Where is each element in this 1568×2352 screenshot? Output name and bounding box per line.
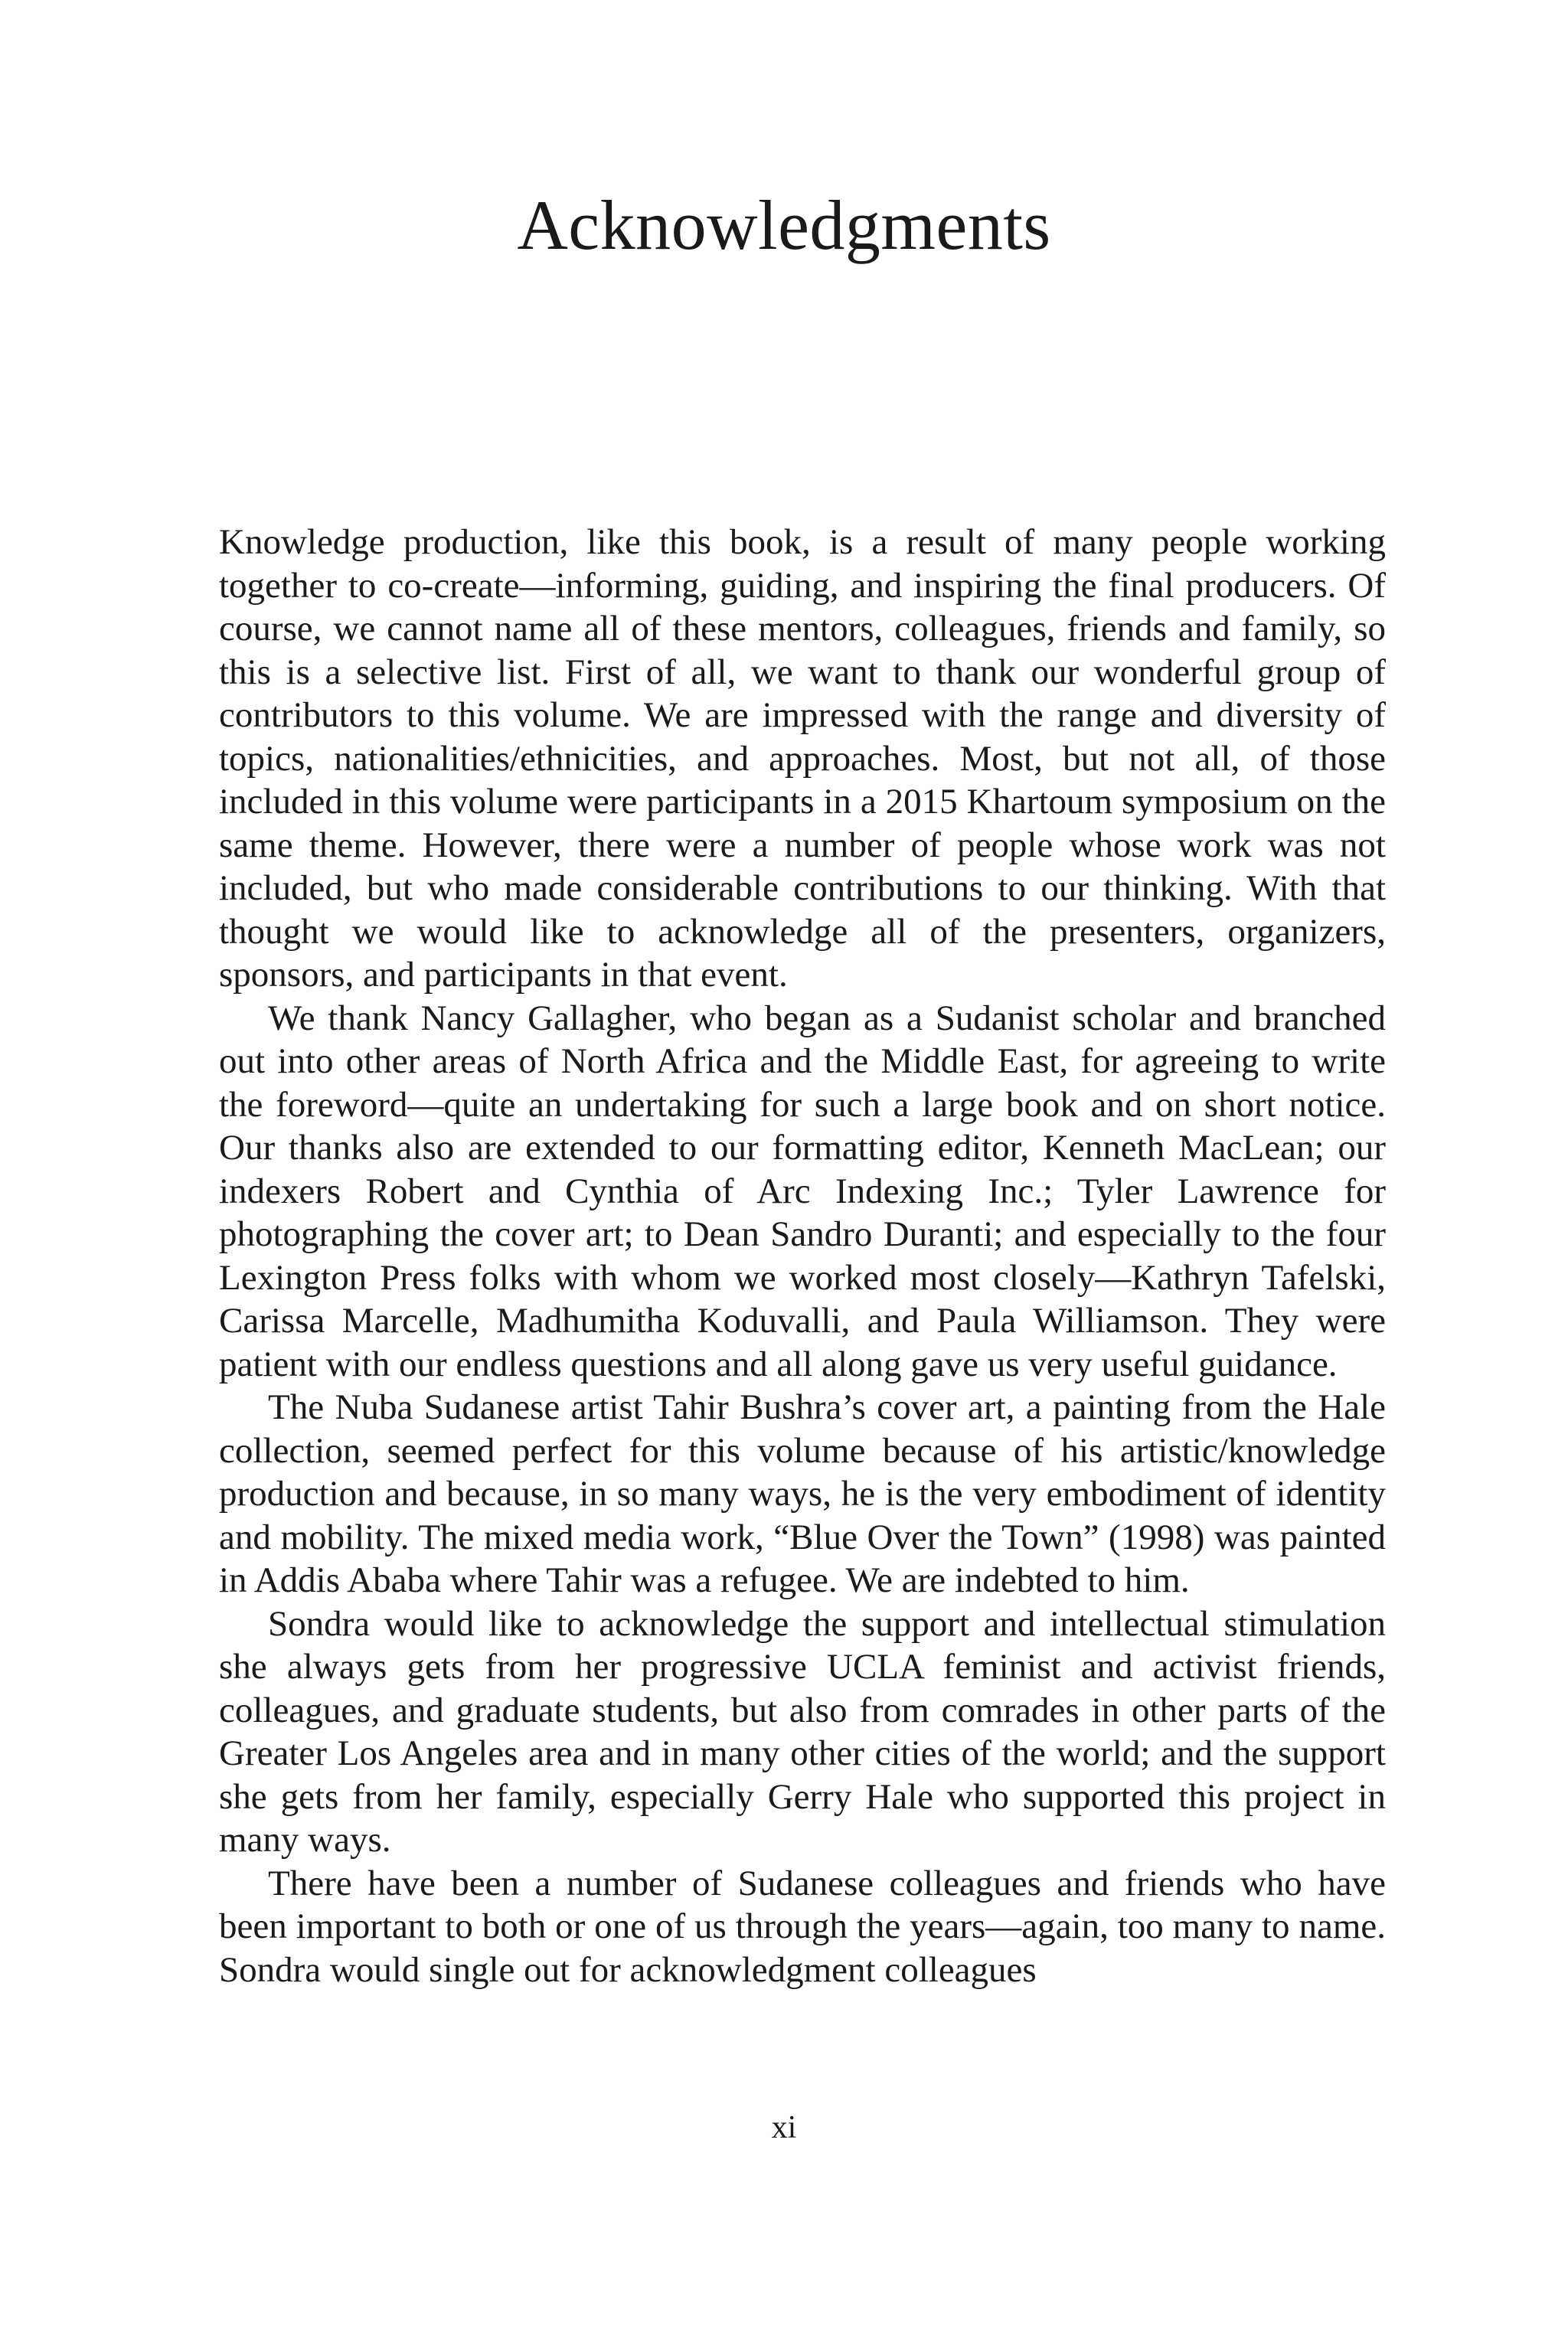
body-text [219,521,1386,1991]
chapter-title: Acknowledgments [517,186,1051,264]
paragraph-5: There have been a number of Sudanese colleagues and friends who have been important to both or one of us through the years—again, too many to name. Sondra would single out for acknowledgment colleagues [219,1863,1386,1990]
paragraph-4: Sondra would like to acknowledge the support and intellectual stimulation she always gets from her progressive UCLA feminist and activist friends, colleagues, and graduate students, but also from comrades in other parts of the Greater Los Angeles area and in many other cities of the world; and the support she gets from her family, especially Gerry Hale who supported this project in many ways. [219,1603,1386,1860]
paragraph-1: Knowledge production, like this book, is a result of many people working together to co-create—informing, guiding, and inspiring the final producers. Of course, we cannot name all of these mentors, colleagues, friends and family, so this is a selective list. First of all, we want to thank our wonderful group of contributors to this volume. We are impressed with the range and diversity of topics, nationalities/ethnicities, and approaches. Most, but not all, of those included in this volume were participants in a 2015 Khartoum symposium on the same theme. However, there were a number of people whose work was not included, but who made considerable contributions to our thinking. With that thought we would like to acknowledge all of the presenters, organizers, sponsors, and participants in that event. [219,522,1386,995]
paragraph-3: The Nuba Sudanese artist Tahir Bushra’s cover art, a painting from the Hale collection, seemed perfect for this volume because of his artistic/knowledge production and because, in so many ways, he is the very embodiment of identity and mobility. The mixed media work, “Blue Over the Town” (1998) was painted in Addis Ababa where Tahir was a refugee. We are indebted to him. [219,1387,1386,1600]
paragraph-2: We thank Nancy Gallagher, who began as a Sudanist scholar and branched out into other areas of North Africa and the Middle East, for agreeing to write the foreword—quite an undertaking for such a large book and on short notice. Our thanks also are extended to our formatting editor, Kenneth MacLean; our indexers Robert and Cynthia of Arc Indexing Inc.; Tyler Lawrence for photographing the cover art; to Dean Sandro Duranti; and especially to the four Lexington Press folks with whom we worked most closely—Kathryn Tafelski, Carissa Marcelle, Madhumitha Koduvalli, and Paula Williamson. They were patient with our endless questions and all along gave us very useful guidance. [219,998,1386,1384]
page-number: xi [771,2110,797,2145]
